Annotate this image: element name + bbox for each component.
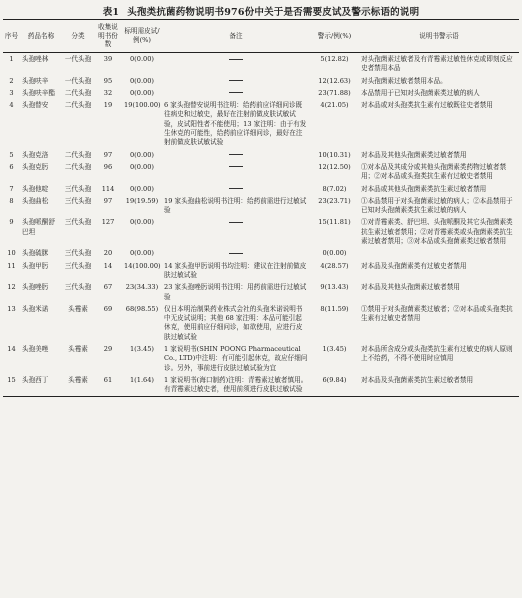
empty-note-dash [229,166,243,167]
cell-no: 1 [9,55,14,63]
cell-name: 头孢西丁 [20,374,62,396]
cell-count: 95 [103,76,113,85]
cell-skin-test: 68(98.55) [125,304,159,313]
cell-skin-test: 0(0.00) [129,150,155,159]
cell-class: 一代头孢 [64,55,92,63]
cell-count: 14 [103,261,113,270]
cell-no: 7 [9,184,14,193]
cell-note [162,216,310,247]
table-title: 头孢类抗菌药物说明书976份中关于是否需要皮试及警示标语的说明 [127,7,420,18]
cell-no: 4 [9,101,14,110]
cell-warning: 1(3.45) [322,345,347,354]
cell-skin-test: 0(0.00) [129,184,155,193]
cell-warning: 4(28.57) [320,261,349,270]
cell-skin-test: 19(100.00) [124,101,161,110]
empty-note-dash [229,188,243,189]
cell-name: 头孢克肟 [22,162,49,171]
cell-skin-test: 0(0.00) [129,162,155,171]
table-row [3,149,519,161]
cell-class: 三代头孢 [64,283,92,292]
cell-no: 11 [7,261,16,270]
cell-note [162,183,310,195]
cell-skin-test: 14(100.00) [124,261,161,270]
table-row [3,247,519,259]
header-no: 序号 [3,20,20,53]
cell-no: 15 [3,374,20,396]
cell-note [162,75,310,87]
cell-warning-text: 对头孢菌素过敏者禁用本品。 [361,76,447,85]
cell-warning: 5(12.82) [320,55,349,63]
cell-note: 1 家说明书(海口制药)注明：青霉素过敏者慎用。有青霉素过敏史者，使用前须进行皮肤过敏试验 [162,374,310,396]
table-row [3,53,519,75]
cell-warning: 0(0.00) [322,249,347,258]
cell-warning: 8(11.59) [320,304,349,313]
cell-name: 头孢呋辛酯 [22,88,55,97]
cell-warning: 8(7.02) [322,184,347,193]
cell-skin-test: 0(0.00) [129,76,155,85]
cell-warning-text: 对本品或对头孢类抗生素有过敏既往史者禁用 [361,101,493,110]
cell-warning-text: ①禁用于对头孢菌素类过敏者；②对本品或头孢类抗生素有过敏史者禁用 [361,304,513,323]
cell-skin-test: 1(3.45) [129,345,155,354]
cell-no: 10 [7,249,16,258]
cell-note [162,53,310,75]
cell-name: 头孢克洛 [22,150,49,159]
header-warning-text: 说明书警示语 [359,20,519,53]
cell-note: 23 家头孢唑肟说明书注明：用药前需进行过敏试验 [164,283,307,301]
empty-note-dash [229,154,243,155]
cell-note: 6 家头孢替安说明书注明：给药前应详细问诊既往病史和过敏史，最好在注射前做皮肤试敏试验，皮试阳性者不能使用；13 家注明：由于有发生休克的可能性，给药前应详细问诊，最好在注射前做皮肤试敏试验 [164,101,307,147]
cell-warning-text: 对本品或其他头孢菌素类抗生素过敏者禁用 [361,184,487,193]
cell-warning-text: 对本品所含成分或头孢类抗生素有过敏史的病人原则上不给药，不得不使用时应慎用 [361,345,513,363]
cell-skin-test: 0(0.00) [129,249,155,258]
table-row [3,260,519,282]
table-row [3,343,519,374]
cell-count: 97 [103,150,113,159]
header-name: 药品名称 [20,20,62,53]
cell-count: 61 [94,374,122,396]
cell-note: 1 家说明书(SHIN POONG Pharmaceutical Co., LTD)中注明：有可能引起休克，故应仔细问诊。另外，事前进行皮肤过敏试验为宜 [164,345,308,372]
cell-note [162,87,310,99]
cell-skin-test: 0(0.00) [129,218,155,227]
cell-warning: 23(23.71) [318,196,351,205]
data-table [3,19,519,397]
cell-warning: 10(10.31) [318,150,351,159]
cell-no: 14 [7,345,16,354]
cell-warning: 4(21.05) [320,101,349,110]
cell-name: 头孢米诺 [22,304,49,313]
cell-name: 头孢硫脒 [22,249,49,258]
cell-note: 14 家头孢甲肟说明书均注明：建议在注射前做皮肤过敏试验 [164,261,307,279]
cell-name: 头孢唑林 [22,55,49,63]
cell-no: 6 [9,162,14,171]
cell-warning: 12(12.50) [318,162,351,171]
cell-class: 头霉素 [62,374,94,396]
empty-note-dash [229,222,243,223]
cell-count: 19 [103,101,113,110]
cell-count: 29 [103,345,113,354]
empty-note-dash [229,80,243,81]
cell-count: 20 [103,249,113,258]
cell-class: 二代头孢 [64,88,92,97]
cell-class: 三代头孢 [64,218,92,227]
cell-no: 2 [9,76,14,85]
table-row [3,87,519,99]
cell-note [162,149,310,161]
header-class: 分类 [62,20,94,53]
header-row [3,20,519,53]
cell-warning-text: 对本品及其他头孢菌素过敏者禁用 [361,283,460,292]
cell-note [162,247,310,259]
cell-warning-text: 本品禁用于已知对头孢菌素类过敏的病人 [361,88,480,97]
cell-class: 三代头孢 [64,184,92,193]
cell-count: 114 [101,184,115,193]
cell-skin-test: 23(34.33) [125,283,159,292]
table-row [3,75,519,87]
cell-class: 三代头孢 [64,196,92,205]
cell-name: 头孢曲松 [22,196,49,205]
table-row [3,161,519,183]
cell-skin-test: 0(0.00) [129,55,155,63]
cell-class: 二代头孢 [64,101,92,110]
cell-count: 96 [103,162,113,171]
cell-name: 头孢哌酮舒巴坦 [22,218,55,236]
header-skin-test: 标明需皮试/例(%) [122,20,162,53]
cell-skin-test: 0(0.00) [129,88,155,97]
table-number: 表1 [102,7,120,18]
table-row [3,183,519,195]
cell-skin-test: 1(1.64) [122,374,162,396]
empty-note-dash [229,92,243,93]
cell-class: 二代头孢 [64,162,92,171]
cell-no: 3 [9,88,14,97]
cell-class: 三代头孢 [64,261,92,270]
cell-note: 仅日本明治制果药业株式会社的头孢米诺说明书中无皮试说明；其他 68 家注明：本品可能引起休克，使用前应仔细问诊，如欲使用，应进行皮肤过敏试验 [164,304,303,341]
cell-warning: 6(9.84) [310,374,359,396]
empty-note-dash [229,253,243,254]
table-row [3,281,519,303]
header-warning: 警示/例(%) [310,20,359,53]
table-row [3,374,519,396]
cell-name: 头孢呋辛 [22,76,49,85]
table-caption [0,4,522,18]
cell-warning-text: 对头孢菌素过敏者及有青霉素过敏性休克或即刻反应史者禁用本品 [361,55,513,73]
table-body [3,53,519,397]
table-row [3,195,519,217]
cell-warning-text [359,247,519,259]
cell-name: 头孢替安 [22,101,49,110]
cell-no: 5 [9,150,14,159]
cell-count: 127 [101,218,115,227]
cell-warning-text: 对本品及头孢菌素类抗生素过敏者禁用 [359,374,519,396]
cell-warning: 23(71.88) [318,88,351,97]
cell-name: 头孢他啶 [22,184,49,193]
cell-warning-text: ①对青霉素类、舒巴坦、头孢哌酮及其它头孢菌素类抗生素过敏者禁用；②对青霉素类或头孢菌素类抗生素过敏者禁用；③对本品或头孢菌素类过敏者禁用 [361,218,513,246]
cell-warning-text: 对本品及其他头孢菌素类过敏者禁用 [361,150,467,159]
cell-count: 67 [103,283,113,292]
cell-count: 69 [103,304,113,313]
cell-name: 头孢甲肟 [22,261,49,270]
cell-warning: 9(13.43) [320,283,349,292]
cell-no: 9 [9,218,14,227]
cell-count: 97 [103,196,113,205]
cell-note [162,161,310,183]
cell-no: 13 [7,304,16,313]
cell-note: 19 家头孢曲松说明书注明：给药前需进行过敏试验 [164,196,307,215]
header-count: 收集说明书份数 [94,20,122,53]
cell-no: 12 [7,283,16,292]
cell-class: 头霉素 [68,345,88,354]
cell-class: 一代头孢 [64,76,92,85]
cell-count: 32 [103,88,113,97]
cell-class: 头霉素 [68,304,88,313]
table-row [3,303,519,343]
cell-warning-text: ①对本品及其成分或其他头孢菌素类药物过敏者禁用；②对本品或头孢类抗生素有过敏史者禁用 [361,162,507,181]
empty-note-dash [229,59,243,60]
cell-warning-text: 对本品及头孢菌素类有过敏史者禁用 [361,261,467,270]
cell-no: 8 [9,196,14,205]
cell-warning-text: ①本品禁用于对头孢菌素过敏的病人；②本品禁用于已知对头孢菌素类抗生素过敏的病人 [361,196,513,215]
cell-warning: 15(11.81) [318,218,351,227]
cell-name: 头孢唑肟 [22,283,49,292]
header-note: 备注 [162,20,310,53]
cell-name: 头孢美唑 [22,345,49,354]
table-row [3,99,519,148]
cell-class: 三代头孢 [64,249,92,258]
table-row [3,216,519,247]
cell-class: 二代头孢 [64,150,92,159]
cell-skin-test: 19(19.59) [125,196,159,205]
cell-count: 39 [103,55,113,63]
cell-warning: 12(12.63) [318,76,351,85]
